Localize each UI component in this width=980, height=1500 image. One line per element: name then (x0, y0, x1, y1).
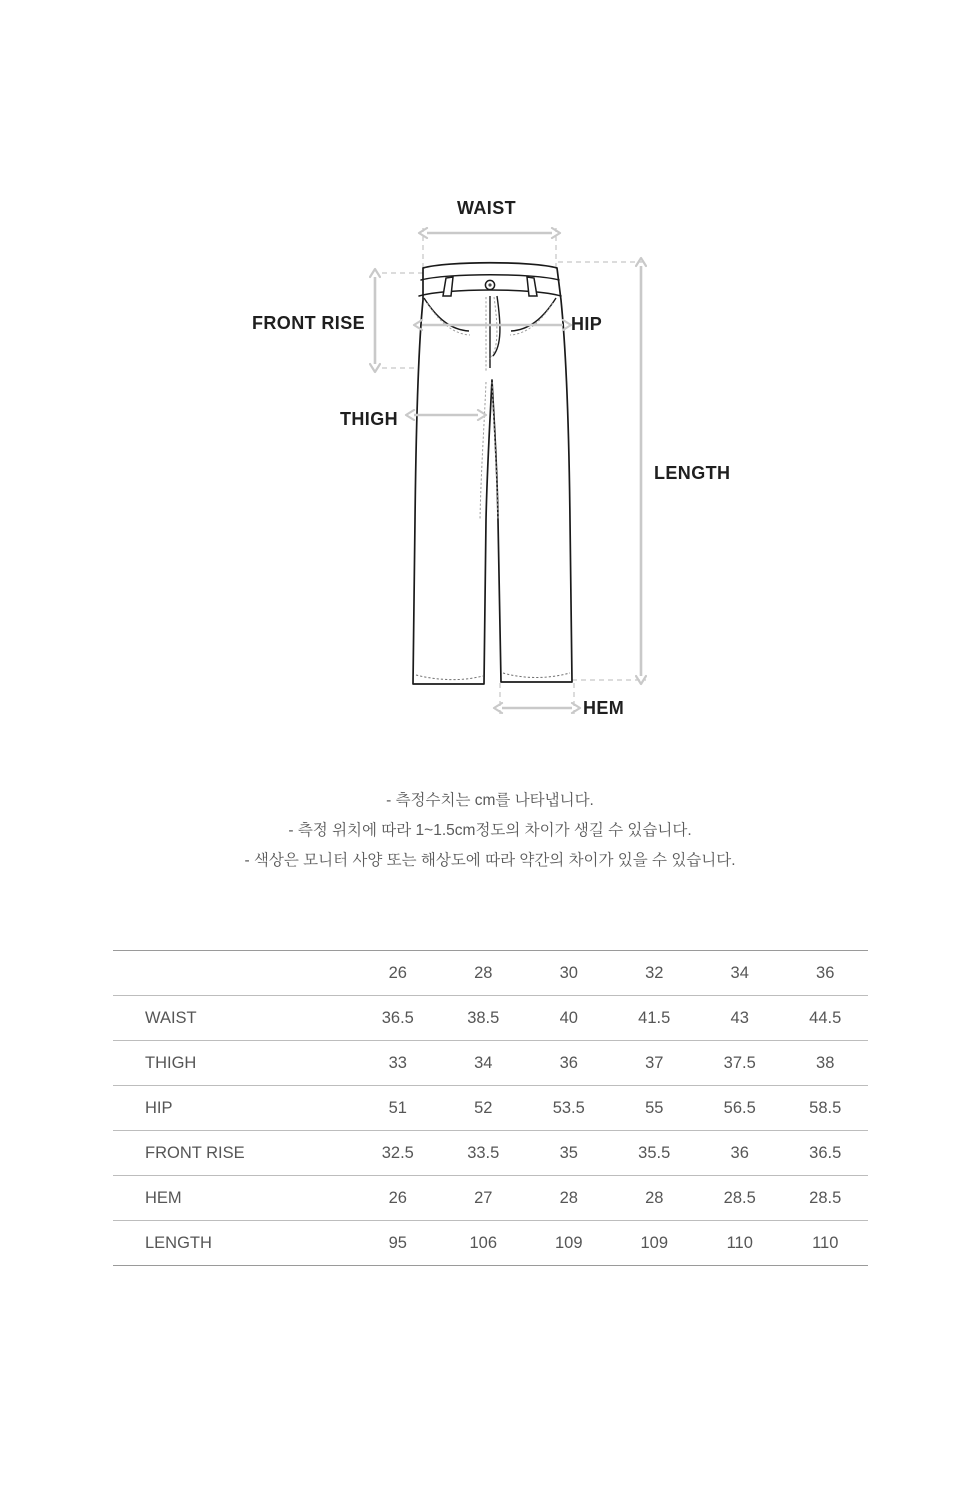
size-header-cell: 30 (526, 951, 611, 996)
thigh-label: THIGH (340, 409, 398, 429)
measurement-cell: 52 (441, 1086, 526, 1131)
table-row (113, 1131, 868, 1176)
measurement-cell: 38.5 (441, 996, 526, 1041)
measurement-cell: 40 (526, 996, 611, 1041)
corner-cell (113, 951, 355, 996)
row-label-cell: HEM (113, 1176, 355, 1221)
measurement-cell: 44.5 (782, 996, 868, 1041)
row-label-cell: THIGH (113, 1041, 355, 1086)
measurement-cell: 36.5 (782, 1131, 868, 1176)
table-row (113, 1086, 868, 1131)
measurement-cell: 109 (612, 1221, 697, 1266)
measurement-cell: 51 (355, 1086, 440, 1131)
size-table-body (113, 996, 868, 1266)
measurement-cell: 33 (355, 1041, 440, 1086)
measurement-cell: 28.5 (697, 1176, 782, 1221)
measurement-cell: 28.5 (782, 1176, 868, 1221)
size-header-cell: 32 (612, 951, 697, 996)
measurement-cell: 109 (526, 1221, 611, 1266)
measurement-cell: 53.5 (526, 1086, 611, 1131)
measurement-cell: 37.5 (697, 1041, 782, 1086)
waist-label: WAIST (457, 198, 516, 218)
measurement-notes (0, 786, 980, 876)
measurement-cell: 36 (526, 1041, 611, 1086)
measurement-cell: 95 (355, 1221, 440, 1266)
measurement-cell: 38 (782, 1041, 868, 1086)
measurement-cell: 34 (441, 1041, 526, 1086)
measurement-cell: 43 (697, 996, 782, 1041)
measurement-cell: 32.5 (355, 1131, 440, 1176)
measurement-cell: 36 (697, 1131, 782, 1176)
table-row (113, 996, 868, 1041)
length-label: LENGTH (654, 463, 731, 483)
size-table-container (113, 950, 868, 1266)
note-line: - 색상은 모니터 사양 또는 해상도에 따라 약간의 차이가 있을 수 있습니다. (244, 852, 736, 869)
size-header-cell: 28 (441, 951, 526, 996)
measurement-cell: 110 (697, 1221, 782, 1266)
table-row (113, 1221, 868, 1266)
size-header-cell: 34 (697, 951, 782, 996)
measurement-cell: 36.5 (355, 996, 440, 1041)
row-label-cell: WAIST (113, 996, 355, 1041)
measurement-cell: 35.5 (612, 1131, 697, 1176)
hip-label: HIP (571, 314, 603, 334)
note-line: - 측정 위치에 따라 1~1.5cm정도의 차이가 생길 수 있습니다. (288, 822, 692, 839)
measurement-cell: 56.5 (697, 1086, 782, 1131)
size-table (113, 950, 868, 1266)
size-header-cell: 36 (782, 951, 868, 996)
measurement-cell: 28 (612, 1176, 697, 1221)
measurement-cell: 58.5 (782, 1086, 868, 1131)
measurement-cell: 41.5 (612, 996, 697, 1041)
measurement-cell: 110 (782, 1221, 868, 1266)
measurement-cell: 27 (441, 1176, 526, 1221)
measurement-cell: 26 (355, 1176, 440, 1221)
table-row (113, 1176, 868, 1221)
size-header-cell: 26 (355, 951, 440, 996)
measurement-cell: 55 (612, 1086, 697, 1131)
row-label-cell: FRONT RISE (113, 1131, 355, 1176)
measurement-cell: 37 (612, 1041, 697, 1086)
note-line: - 측정수치는 cm를 나타냅니다. (386, 792, 594, 809)
measurement-cell: 33.5 (441, 1131, 526, 1176)
front-rise-label: FRONT RISE (252, 313, 366, 333)
table-row (113, 1041, 868, 1086)
size-table-head (113, 951, 868, 996)
measurement-cell: 106 (441, 1221, 526, 1266)
row-label-cell: LENGTH (113, 1221, 355, 1266)
measurement-cell: 28 (526, 1176, 611, 1221)
measurement-cell: 35 (526, 1131, 611, 1176)
hem-label: HEM (583, 698, 625, 718)
row-label-cell: HIP (113, 1086, 355, 1131)
table-header-row (113, 951, 868, 996)
